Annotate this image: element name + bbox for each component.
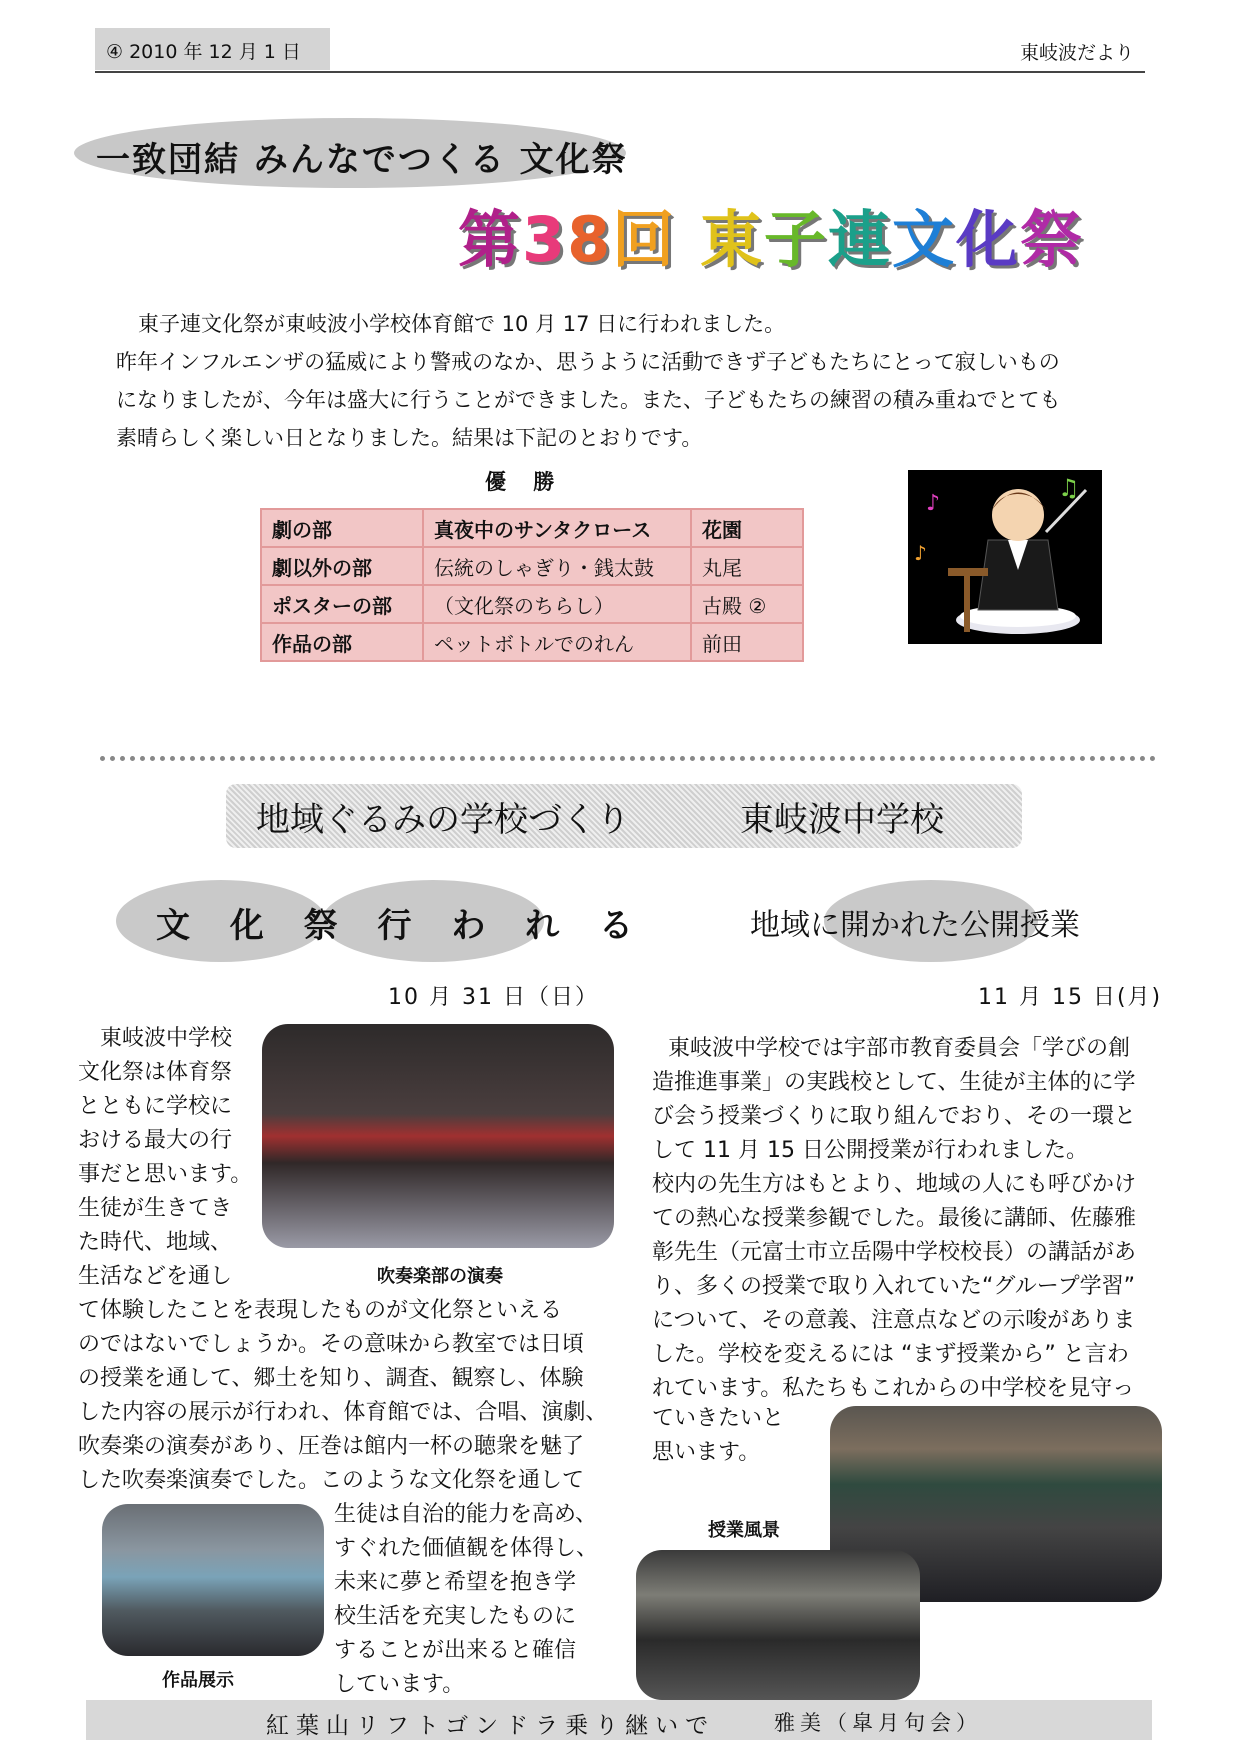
banner-school: 東岐波中学校 (740, 800, 944, 840)
article-line: 校内の先生方はもとより、地域の人にも呼びかけ (652, 1172, 1137, 1197)
article-line: しています。 (334, 1672, 465, 1697)
footer-haiku: 紅葉山リフトゴンドラ乗り継いで (266, 1713, 716, 1739)
article-line: ていきたいと (652, 1406, 785, 1431)
open-class-article (652, 1032, 1160, 1406)
article-line: 校生活を充実したものに (334, 1604, 577, 1629)
table-cell: ポスターの部 (261, 585, 423, 623)
article-line: 生徒が生きてき (78, 1196, 233, 1221)
classroom-photo-2 (636, 1550, 920, 1700)
article-line: 吹奏楽の演奏があり、圧巻は館内一杯の聴衆を魅了 (78, 1434, 585, 1459)
festival-article-top (78, 1022, 258, 1294)
table-row (261, 509, 803, 547)
culture-festival-heading: 文 化 祭 行 わ れ る (156, 906, 648, 946)
newsletter-name: 東岐波だより (1019, 42, 1134, 64)
festival-line: 昨年インフルエンザの猛威により警戒のなか、思うように活動できず子どもたちにとって寂しいもの (116, 350, 1060, 374)
article-line: 東岐波中学校 (100, 1026, 233, 1051)
title-char: 東 (699, 203, 764, 276)
article-line: した吹奏楽演奏でした。このような文化祭を通して (78, 1468, 585, 1493)
svg-text:♪: ♪ (914, 541, 927, 565)
article-line: 生活などを通し (78, 1264, 233, 1289)
article-line: 生徒は自治的能力を高め、 (334, 1502, 598, 1527)
title-char: 回 (612, 203, 677, 276)
table-cell: 真夜中のサンタクロース (423, 509, 691, 547)
festival-line: になりましたが、今年は盛大に行うことができました。また、子どもたちの練習の積み重ねでとても (116, 388, 1061, 412)
table-cell: 劇の部 (261, 509, 423, 547)
article-line: して 11 月 15 日公開授業が行われました。 (652, 1138, 1088, 1163)
article-line: 思います。 (652, 1440, 761, 1465)
table-cell: 花園 (691, 509, 803, 547)
photo-caption: 吹奏楽部の演奏 (377, 1266, 503, 1287)
festival-article-middle (78, 1294, 618, 1498)
header-rule (95, 71, 1145, 73)
article-line: した内容の展示が行われ、体育館では、合唱、演劇、 (78, 1400, 608, 1425)
title-char: 祭 (1019, 203, 1084, 276)
article-line: のではないでしょうか。その意味から教室では日頃 (78, 1332, 585, 1357)
table-row (261, 585, 803, 623)
table-cell: 伝統のしゃぎり・銭太鼓 (423, 547, 691, 585)
article-line: 彰先生（元富士市立岳陽中学校校長）の講話があ (652, 1240, 1137, 1265)
title-char: 3 (522, 203, 568, 276)
table-cell: ペットボトルでのれん (423, 623, 691, 661)
open-class-heading: 地域に開かれた公開授業 (750, 908, 1080, 943)
article-line: することが出来ると確信 (334, 1638, 577, 1663)
title-char (676, 203, 700, 276)
festival-paragraph (116, 305, 1156, 457)
table-row (261, 547, 803, 585)
festival-slogan: 一致団結 みんなでつくる 文化祭 (96, 140, 628, 180)
title-char: 連 (827, 203, 892, 276)
article-line: れています。私たちもこれからの中学校を見守っ (652, 1376, 1135, 1401)
results-heading: 優 勝 (485, 470, 565, 494)
open-class-date: 11 月 15 日(月) (978, 985, 1163, 1010)
exhibit-photo (102, 1504, 324, 1656)
article-line: り、多くの授業で取り入れていた“グループ学習” (652, 1274, 1136, 1299)
festival-line: 東子連文化祭が東岐波小学校体育館で 10 月 17 日に行われました。 (138, 312, 786, 336)
article-line: 事だと思います。 (78, 1162, 253, 1187)
svg-text:♪: ♪ (926, 491, 941, 516)
table-cell: 前田 (691, 623, 803, 661)
article-line: て体験したことを表現したものが文化祭といえる (78, 1298, 563, 1323)
table-cell: （文化祭のちらし） (423, 585, 691, 623)
footer-author: 雅美（皐月句会） (774, 1711, 982, 1735)
title-char: 子 (763, 203, 828, 276)
issue-date: ④ 2010 年 12 月 1 日 (106, 41, 301, 63)
section-divider (100, 756, 1156, 761)
table-cell: 作品の部 (261, 623, 423, 661)
article-line: 東岐波中学校では宇部市教育委員会「学びの創 (668, 1036, 1131, 1061)
photo-caption: 授業風景 (708, 1520, 780, 1541)
table-cell: 古殿 ② (691, 585, 803, 623)
svg-text:♫: ♫ (1058, 474, 1080, 502)
article-line: 未来に夢と希望を抱き学 (334, 1570, 577, 1595)
conductor-illustration (908, 470, 1102, 644)
article-line: について、その意義、注意点などの示唆がありま (652, 1308, 1136, 1333)
festival-line: 素晴らしく楽しい日となりました。結果は下記のとおりです。 (116, 426, 703, 450)
festival-article-bottom (334, 1498, 624, 1702)
festival-date: 10 月 31 日（日） (388, 985, 599, 1010)
table-cell: 劇以外の部 (261, 547, 423, 585)
table-cell: 丸尾 (691, 547, 803, 585)
article-line: び会う授業づくりに取り組んでおり、その一環と (652, 1104, 1137, 1129)
photo-caption: 作品展示 (162, 1670, 234, 1691)
band-performance-photo (262, 1024, 614, 1248)
title-char: 化 (955, 203, 1020, 276)
article-line: ての熱心な授業参観でした。最後に講師、佐藤雅 (652, 1206, 1137, 1231)
article-line: の授業を通して、郷土を知り、調査、観察し、体験 (78, 1366, 584, 1391)
article-line: た時代、地域、 (78, 1230, 233, 1255)
title-char: 文 (891, 203, 956, 276)
article-line: した。学校を変えるには “まず授業から” と言わ (652, 1342, 1129, 1367)
banner-theme: 地域ぐるみの学校づくり (256, 800, 630, 840)
title-char: 第 (458, 203, 523, 276)
article-line: おける最大の行 (78, 1128, 233, 1153)
results-table (260, 508, 804, 662)
article-line: すぐれた価値観を体得し、 (334, 1536, 599, 1561)
festival-title (458, 190, 1084, 279)
article-line: 文化祭は体育祭 (78, 1060, 233, 1085)
article-line: とともに学校に (78, 1094, 233, 1119)
table-row (261, 623, 803, 661)
title-char: 8 (567, 203, 613, 276)
open-class-article-tail (652, 1402, 822, 1470)
article-line: 造推進事業」の実践校として、生徒が主体的に学 (652, 1070, 1136, 1095)
